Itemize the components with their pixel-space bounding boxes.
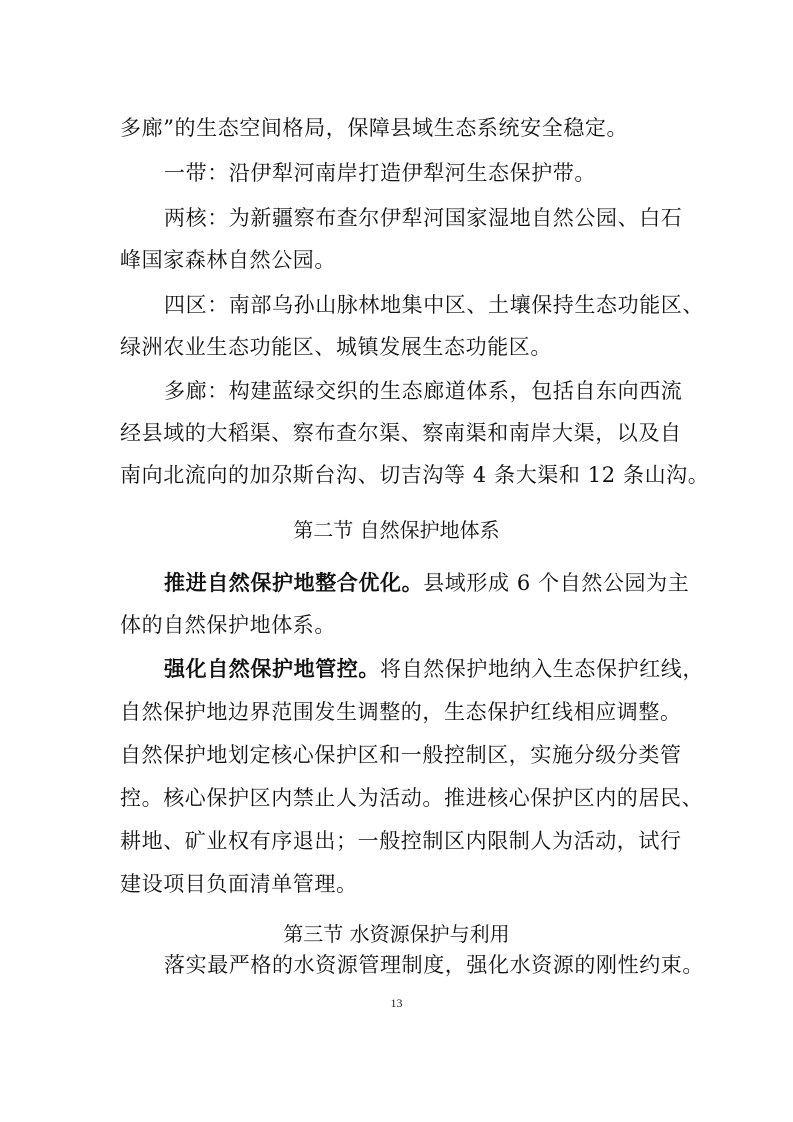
body-text-line: 经县域的大稻渠、察布查尔渠、察南渠和南岸大渠，以及自 [120,421,682,445]
body-text-line: 四区：南部乌孙山脉林地集中区、土壤保持生态功能区、 [164,293,704,317]
section-heading: 第三节 水资源保护与利用 [283,922,510,946]
body-text-line: 多廊：构建蓝绿交织的生态廊道体系，包括自东向西流 [164,379,683,403]
body-text-line: 体的自然保护地体系。 [120,613,336,637]
bold-lead-text: 强化自然保护地管控。 [164,657,380,681]
body-text-line: 一带：沿伊犁河南岸打造伊犁河生态保护带。 [164,161,596,185]
body-text-line: 控。核心保护区内禁止人为活动。推进核心保护区内的居民、 [120,786,704,810]
body-text-line: 南向北流向的加尕斯台沟、切吉沟等 4 条大渠和 12 条山沟。 [120,463,710,487]
body-text-line: 多廊”的生态空间格局，保障县域生态系统安全稳定。 [120,116,629,140]
body-text-line: 自然保护地划定核心保护区和一般控制区，实施分级分类管 [120,743,682,767]
body-text-line: 自然保护地边界范围发生调整的，生态保护红线相应调整。 [120,700,682,724]
section-heading: 第二节 自然保护地体系 [293,518,500,542]
body-text-line: 绿洲农业生态功能区、城镇发展生态功能区。 [120,335,552,359]
body-text-line [164,659,704,680]
body-text-line: 建设项目负面清单管理。 [120,872,358,896]
bold-lead-text: 推进自然保护地整合优化。 [164,571,424,595]
body-text-line: 两核：为新疆察布查尔伊犁河国家湿地自然公园、白石 [164,206,683,230]
body-text-line: 落实最严格的水资源管理制度，强化水资源的刚性约束。 [164,953,704,977]
body-text-span: 县域形成 6 个自然公园为主 [423,571,690,595]
body-text-span: 将自然保护地纳入生态保护红线， [380,657,704,681]
page-number: 13 [390,996,403,1010]
body-text-line [164,573,689,594]
body-text-line: 耕地、矿业权有序退出；一般控制区内限制人为活动，试行 [120,829,682,853]
body-text-line: 峰国家森林自然公园。 [120,248,336,272]
